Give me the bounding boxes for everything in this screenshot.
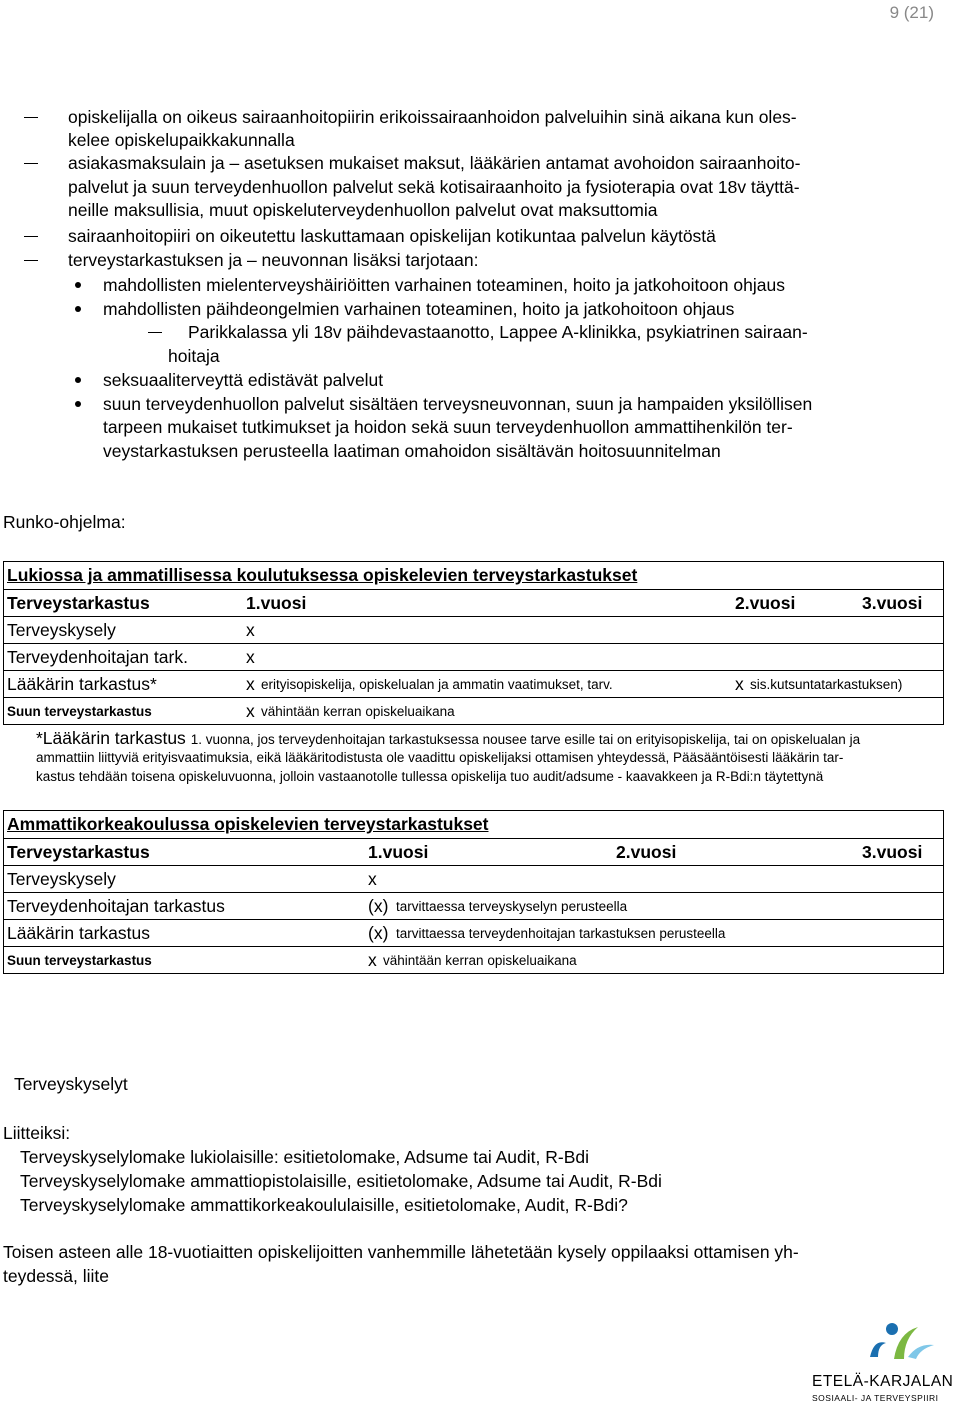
- bullet-item-4: suun terveydenhuollon palvelut sisältäen terveysneuvonnan, suun ja hampaiden yksilöllisen: [103, 394, 813, 414]
- bullet-item-4-cont-2: veystarkastuksen perusteella laatiman omahoidon sisältävän hoitosuunnitelman: [103, 441, 721, 461]
- logo-blue-leaf: [870, 1342, 886, 1357]
- row-mark: x: [246, 674, 255, 694]
- row-note: vähintään kerran opiskeluaikana: [383, 953, 577, 968]
- logo-text-main: ETELÄ-KARJALAN: [812, 1373, 954, 1390]
- attachment-item-3: Terveyskyselylomake ammattikorkeakoululaisille, esitietolomake, Audit, R-Bdi?: [20, 1195, 628, 1215]
- row-note-2: sis.kutsuntatarkastuksen): [750, 677, 903, 692]
- table-header-row: [4, 589, 943, 616]
- table-row: [4, 670, 943, 697]
- row-label: Lääkärin tarkastus: [7, 923, 150, 943]
- row-note: erityisopiskelija, opiskelualan ja ammatin vaatimukset, tarv.: [261, 677, 613, 692]
- row-note: tarvittaessa terveyskyselyn perusteella: [396, 899, 628, 914]
- list-item-2-cont-2: neille maksullisia, muut opiskeluterveydenhuollon palvelut ovat maksuttomia: [68, 200, 658, 220]
- list-item-2: asiakasmaksulain ja – asetuksen mukaiset maksut, lääkärien antamat avohoidon sairaanhoito-: [68, 153, 801, 173]
- bullet-item-4-cont-1: tarpeen mukaiset tutkimukset ja hoidon sekä suun terveydenhuollon ammattihenkilön ter-: [103, 417, 793, 437]
- table-title: Ammattikorkeakoulussa opiskelevien terveystarkastukset: [7, 814, 489, 834]
- table-row: [4, 919, 943, 946]
- row-note: tarvittaessa terveydenhoitajan tarkastuksen perusteella: [396, 926, 726, 941]
- list-item-3: sairaanhoitopiiri on oikeutettu laskuttamaan opiskelijan kotikuntaa palvelun käytöstä: [68, 226, 716, 246]
- list-item-1-cont: kelee opiskelupaikkakunnalla: [68, 130, 295, 150]
- table-title-row: [4, 562, 943, 589]
- header-terveystarkastus: Terveystarkastus: [7, 842, 150, 862]
- attachment-item-1: Terveyskyselylomake lukiolaisille: esitietolomake, Adsume tai Audit, R-Bdi: [20, 1147, 589, 1167]
- row-label: Suun terveystarkastus: [7, 704, 152, 719]
- table-row: [4, 892, 943, 919]
- header-2-vuosi: 2.vuosi: [616, 842, 677, 862]
- liitteiksi-label: Liitteiksi:: [3, 1123, 71, 1143]
- list-item-1: opiskelijalla on oikeus sairaanhoitopiirin erikoissairaanhoidon palveluihin sinä aikana kun oles-: [68, 107, 797, 127]
- row-label: Terveyskysely: [7, 620, 116, 640]
- row-mark: (x): [368, 923, 389, 943]
- dash-marker: [148, 332, 162, 333]
- list-item-4: terveystarkastuksen ja – neuvonnan lisäksi tarjotaan:: [68, 250, 479, 270]
- table-title: Lukiossa ja ammatillisessa koulutuksessa opiskelevien terveystarkastukset: [7, 565, 638, 585]
- table-header-row: [4, 838, 943, 865]
- row-label: Lääkärin tarkastus*: [7, 674, 157, 694]
- footnote-line-3: kastus tehdään toisena opiskeluvuonna, jolloin vastaanotolle tullessa opiskelija tuo audit/adsume - kaavakkeen ja R-Bdi:n täytettynä: [36, 769, 824, 784]
- bullet-item-2: mahdollisten päihdeongelmien varhainen toteaminen, hoito ja jatkohoitoon ohjaus: [103, 299, 735, 319]
- row-label: Suun terveystarkastus: [7, 953, 152, 968]
- row-label: Terveydenhoitajan tarkastus: [7, 896, 225, 916]
- table-title-row: [4, 811, 943, 838]
- sub-item-1-cont: hoitaja: [168, 346, 220, 366]
- logo-dot: [886, 1323, 898, 1335]
- row-mark: x: [368, 869, 377, 889]
- row-mark-2: x: [735, 674, 744, 694]
- runko-heading: Runko-ohjelma:: [3, 512, 126, 532]
- header-3-vuosi: 3.vuosi: [862, 593, 923, 613]
- row-mark: x: [246, 701, 255, 721]
- logo-mark-icon: [808, 1313, 958, 1373]
- row-mark: (x): [368, 896, 389, 916]
- table-row: [4, 865, 943, 892]
- page-number: 9 (21): [889, 3, 934, 22]
- row-label: Terveydenhoitajan tark.: [7, 647, 188, 667]
- table-amk: [3, 810, 944, 974]
- terveyskyselyt-heading: Terveyskyselyt: [14, 1074, 128, 1094]
- row-label: Terveyskysely: [7, 869, 116, 889]
- row-note: vähintään kerran opiskeluaikana: [261, 704, 455, 719]
- logo-light-leaf: [908, 1345, 934, 1359]
- table-row: [4, 643, 943, 670]
- list-item-2-cont-1: palvelut ja suun terveydenhuollon palvelut sekä kotisairaanhoito ja fysioterapia ovat 18v täyttä-: [68, 177, 800, 197]
- footnote-line-2: ammattiin liittyviä erityisvaatimuksia, eikä lääkäritodistusta ole vaadittu opiskelijaksi ottamisen yhteydessä, Pääsääntöisesti lääkärin tar-: [36, 750, 844, 765]
- table-row: [4, 697, 943, 724]
- row-mark: x: [368, 950, 377, 970]
- logo-text-sub: SOSIAALI- JA TERVEYSPIIRI: [812, 1393, 939, 1403]
- row-mark: x: [246, 620, 255, 640]
- closing-line-1: Toisen asteen alle 18-vuotiaitten opiskelijoitten vanhemmille lähetetään kysely oppilaaksi ottamisen yh-: [3, 1242, 799, 1262]
- sub-item-1-text: Parikkalassa yli 18v päihdevastaanotto, Lappee A-klinikka, psykiatrinen sairaan-: [188, 322, 808, 342]
- closing-line-2: teydessä, liite: [3, 1266, 110, 1286]
- bullet-item-3: seksuaaliterveyttä edistävät palvelut: [103, 370, 384, 390]
- table-row: [4, 946, 943, 973]
- sub-item-1: [168, 321, 808, 344]
- header-1-vuosi: 1.vuosi: [246, 593, 307, 613]
- row-mark: x: [246, 647, 255, 667]
- attachment-item-2: Terveyskyselylomake ammattiopistolaisille, esitietolomake, Adsume tai Audit, R-Bdi: [20, 1171, 662, 1191]
- footnote-line-1: 1. vuonna, jos terveydenhoitajan tarkastuksessa nousee tarve esille tai on erityisopiskelija, tai on opiskelualan ja: [190, 732, 861, 747]
- organization-logo: [808, 1313, 958, 1413]
- header-2-vuosi: 2.vuosi: [735, 593, 796, 613]
- header-terveystarkastus: Terveystarkastus: [7, 593, 150, 613]
- bullet-item-1: mahdollisten mielenterveyshäiriöitten varhainen toteaminen, hoito ja jatkohoitoon ohjaus: [103, 275, 785, 295]
- header-1-vuosi: 1.vuosi: [368, 842, 429, 862]
- header-3-vuosi: 3.vuosi: [862, 842, 923, 862]
- footnote-star-label: *Lääkärin tarkastus: [36, 728, 186, 748]
- table-lukio: [3, 561, 944, 725]
- table-row: [4, 616, 943, 643]
